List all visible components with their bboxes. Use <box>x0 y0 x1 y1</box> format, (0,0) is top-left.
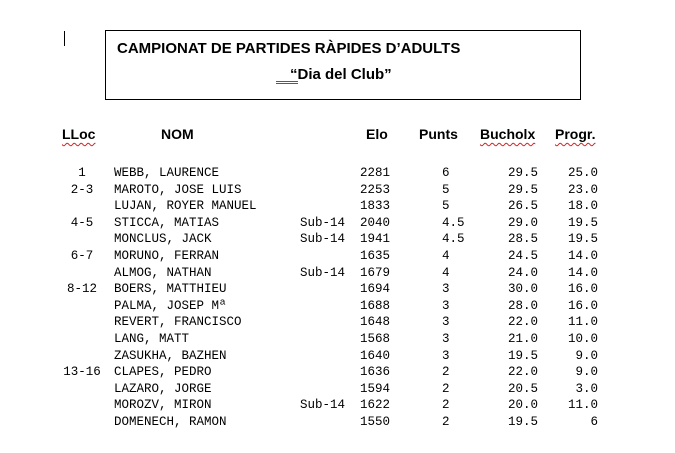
player-name-cell: MONCLUS, JACK <box>114 232 212 247</box>
points-cell: 5 <box>442 199 450 214</box>
elo-cell: 1648 <box>360 315 391 330</box>
player-name-cell: REVERT, FRANCISCO <box>114 315 242 330</box>
bucholx-cell: 19.5 <box>507 348 538 363</box>
points-cell: 2 <box>442 365 450 380</box>
player-name-cell: MORUNO, FERRAN <box>114 249 220 263</box>
player-name-cell: LANG, MATT <box>114 332 190 346</box>
bucholx-cell: 28.5 <box>507 232 538 247</box>
points-cell: 2 <box>442 415 450 429</box>
player-name-cell: MAROTO, JOSE LUIS <box>114 182 242 197</box>
title-box <box>105 30 581 100</box>
rank-cell: 13-16 <box>63 365 101 380</box>
rank-cell: 4-5 <box>70 215 94 230</box>
elo-cell: 1688 <box>360 298 391 313</box>
elo-cell: 1833 <box>360 199 391 214</box>
category-cell: Sub-14 <box>300 265 346 280</box>
rank-cell: 2-3 <box>70 182 94 197</box>
points-cell: 4 <box>442 265 450 280</box>
bucholx-cell: 22.0 <box>507 365 538 380</box>
progressive-cell: 23.0 <box>567 182 598 197</box>
category-cell: Sub-14 <box>300 215 346 230</box>
column-header-elo: Elo <box>366 126 388 142</box>
progressive-cell: 11.0 <box>567 315 598 330</box>
bucholx-cell: 28.0 <box>507 298 538 313</box>
elo-cell: 1640 <box>360 348 391 363</box>
elo-cell: 1635 <box>360 249 391 263</box>
bucholx-cell: 22.0 <box>507 315 538 330</box>
player-name-cell: PALMA, JOSEP Mª <box>114 298 227 313</box>
progressive-cell: 16.0 <box>567 298 598 313</box>
table-row <box>0 414 675 430</box>
bucholx-cell: 19.5 <box>507 415 538 429</box>
progressive-cell: 14.0 <box>567 265 598 280</box>
text-cursor <box>64 31 65 46</box>
table-row <box>0 165 675 181</box>
bucholx-cell: 20.0 <box>507 398 538 413</box>
rank-cell: 1 <box>78 166 86 180</box>
progressive-cell: 11.0 <box>567 398 598 413</box>
points-cell: 4.5 <box>442 215 465 230</box>
table-row <box>0 397 675 413</box>
progressive-cell: 25.0 <box>567 166 598 180</box>
progressive-cell: 3.0 <box>575 381 598 396</box>
elo-cell: 1941 <box>360 232 391 247</box>
bucholx-cell: 24.5 <box>507 249 538 263</box>
elo-cell: 1679 <box>360 265 391 280</box>
table-row <box>0 215 675 231</box>
elo-cell: 2040 <box>360 215 391 230</box>
table-row <box>0 265 675 281</box>
points-cell: 4 <box>442 249 450 263</box>
rank-cell: 8-12 <box>66 282 97 297</box>
elo-cell: 1594 <box>360 381 391 396</box>
category-cell: Sub-14 <box>300 398 346 413</box>
elo-cell: 1550 <box>360 415 391 429</box>
page-title: CAMPIONAT DE PARTIDES RÀPIDES D’ADULTS <box>117 40 461 57</box>
points-cell: 3 <box>442 282 450 297</box>
bucholx-cell: 29.0 <box>507 215 538 230</box>
elo-cell: 1622 <box>360 398 391 413</box>
player-name-cell: BOERS, MATTHIEU <box>114 282 227 297</box>
table-row <box>0 231 675 247</box>
bucholx-cell: 26.5 <box>507 199 538 214</box>
player-name-cell: STICCA, MATIAS <box>114 215 220 230</box>
progressive-cell: 9.0 <box>575 365 598 380</box>
points-cell: 6 <box>442 166 450 180</box>
column-header-progr: Progr. <box>555 126 596 142</box>
table-row <box>0 248 675 264</box>
bucholx-cell: 21.0 <box>507 332 538 346</box>
points-cell: 3 <box>442 348 450 363</box>
elo-cell: 1636 <box>360 365 391 380</box>
player-name-cell: LUJAN, ROYER MANUEL <box>114 199 257 214</box>
progressive-cell: 14.0 <box>567 249 598 263</box>
table-row <box>0 198 675 214</box>
column-header-nom: NOM <box>161 126 194 142</box>
elo-cell: 2253 <box>360 182 391 197</box>
progressive-cell: 9.0 <box>575 348 598 363</box>
progressive-cell: 6 <box>590 415 598 429</box>
bucholx-cell: 30.0 <box>507 282 538 297</box>
page-subtitle: “Dia del Club” <box>290 66 392 83</box>
rank-cell: 6-7 <box>70 249 94 263</box>
category-cell: Sub-14 <box>300 232 346 247</box>
column-header-lloc: LLoc <box>62 126 96 142</box>
player-name-cell: ZASUKHA, BAZHEN <box>114 348 227 363</box>
points-cell: 5 <box>442 182 450 197</box>
points-cell: 4.5 <box>442 232 465 247</box>
bucholx-cell: 29.5 <box>507 182 538 197</box>
table-row <box>0 314 675 330</box>
bucholx-cell: 24.0 <box>507 265 538 280</box>
player-name-cell: LAZARO, JORGE <box>114 381 212 396</box>
column-header-bucholx: Bucholx <box>480 126 536 142</box>
elo-cell: 1568 <box>360 332 391 346</box>
elo-cell: 2281 <box>360 166 391 180</box>
bucholx-cell: 20.5 <box>507 381 538 396</box>
elo-cell: 1694 <box>360 282 391 297</box>
player-name-cell: DOMENECH, RAMON <box>114 415 227 429</box>
progressive-cell: 16.0 <box>567 282 598 297</box>
table-row <box>0 298 675 314</box>
progressive-cell: 19.5 <box>567 215 598 230</box>
bucholx-cell: 29.5 <box>507 166 538 180</box>
points-cell: 3 <box>442 332 450 346</box>
points-cell: 2 <box>442 398 450 413</box>
table-row <box>0 182 675 198</box>
table-row <box>0 348 675 364</box>
player-name-cell: MOROZV, MIRON <box>114 398 212 413</box>
player-name-cell: WEBB, LAURENCE <box>114 166 220 180</box>
player-name-cell: ALMOG, NATHAN <box>114 265 212 280</box>
progressive-cell: 18.0 <box>567 199 598 214</box>
table-row <box>0 281 675 297</box>
progressive-cell: 19.5 <box>567 232 598 247</box>
points-cell: 3 <box>442 315 450 330</box>
progressive-cell: 10.0 <box>567 332 598 346</box>
table-row <box>0 381 675 397</box>
player-name-cell: CLAPES, PEDRO <box>114 365 212 380</box>
table-row <box>0 331 675 347</box>
points-cell: 2 <box>442 381 450 396</box>
column-header-punts: Punts <box>419 126 458 142</box>
points-cell: 3 <box>442 298 450 313</box>
table-row <box>0 364 675 380</box>
